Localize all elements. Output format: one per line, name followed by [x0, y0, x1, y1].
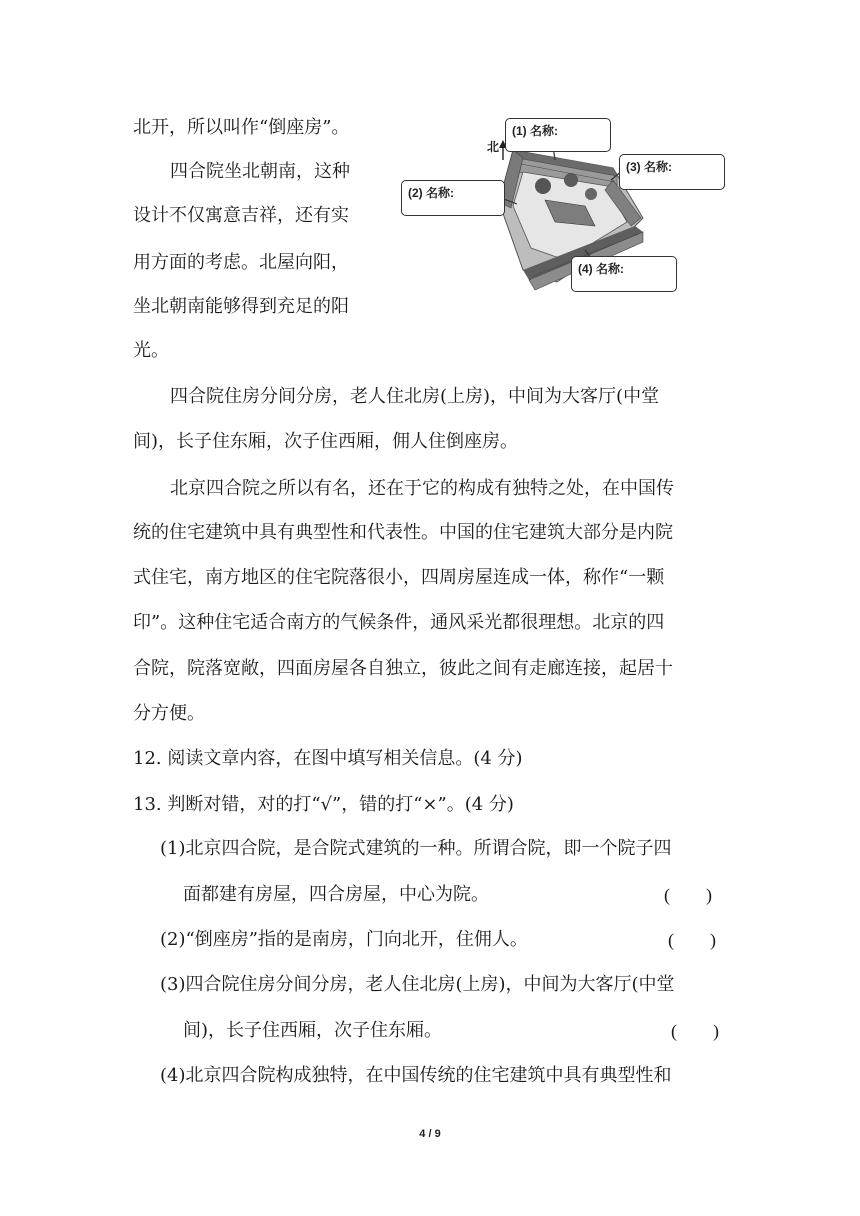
question-item-4: (4)北京四合院构成独特，在中国传统的住宅建筑中具有典型性和 — [160, 1065, 672, 1086]
question-item-2: (2)“倒座房”指的是南房，门向北开，住佣人。 — [160, 929, 528, 950]
passage-line: 设计不仅寓意吉祥，还有实 — [133, 205, 349, 226]
page-number: 4 / 9 — [419, 1128, 441, 1140]
passage-line: 用方面的考虑。北屋向阳， — [133, 252, 349, 273]
answer-blank-2[interactable]: ( ) — [668, 930, 716, 950]
north-label: 北 — [487, 140, 500, 154]
answer-blank-1[interactable]: ( ) — [664, 885, 712, 905]
question-12: 12. 阅读文章内容，在图中填写相关信息。(4 分) — [133, 748, 523, 769]
passage-line: 光。 — [133, 340, 169, 361]
siheyuan-diagram — [395, 110, 735, 300]
passage-line: 间)，长子住东厢，次子住西厢，佣人住倒座房。 — [133, 431, 519, 452]
passage-line: 四合院坐北朝南，这种 — [170, 161, 350, 182]
passage-line: 印”。这种住宅适合南方的气候条件，通风采光都很理想。北京的四 — [133, 612, 665, 633]
answer-blank-3[interactable]: ( ) — [671, 1021, 719, 1041]
passage-line: 分方便。 — [133, 703, 205, 724]
question-item-3: (3)四合院住房分间分房，老人住北房(上房)，中间为大客厅(中堂 — [160, 974, 675, 995]
label-text: (4) 名称: — [578, 262, 624, 276]
label-box-3[interactable] — [619, 154, 725, 190]
passage-line: 统的住宅建筑中具有典型性和代表性。中国的住宅建筑大部分是内院 — [133, 522, 673, 543]
label-text: (3) 名称: — [626, 160, 672, 174]
label-box-4[interactable] — [571, 256, 677, 292]
passage-line: 式住宅，南方地区的住宅院落很小，四周房屋连成一体，称作“一颗 — [133, 567, 665, 588]
question-item-1: (1)北京四合院，是合院式建筑的一种。所谓合院，即一个院子四 — [160, 838, 672, 859]
passage-line: 坐北朝南能够得到充足的阳 — [133, 296, 349, 317]
question-item-3-cont: 间)，长子住西厢，次子住东厢。 — [183, 1020, 443, 1041]
passage-line: 合院，院落宽敞，四面房屋各自独立，彼此之间有走廊连接，起居十 — [133, 658, 673, 679]
label-text: (2) 名称: — [408, 186, 454, 200]
label-box-1[interactable] — [505, 118, 611, 152]
label-box-2[interactable] — [401, 180, 505, 216]
passage-line: 北开，所以叫作“倒座房”。 — [133, 117, 350, 138]
question-13: 13. 判断对错，对的打“√”，错的打“×”。(4 分) — [133, 794, 514, 815]
question-item-1-cont: 面都建有房屋，四合房屋，中心为院。 — [183, 884, 489, 905]
passage-line: 四合院住房分间分房，老人住北房(上房)，中间为大客厅(中堂 — [170, 386, 660, 407]
label-text: (1) 名称: — [512, 124, 558, 138]
passage-line: 北京四合院之所以有名，还在于它的构成有独特之处，在中国传 — [170, 478, 674, 499]
